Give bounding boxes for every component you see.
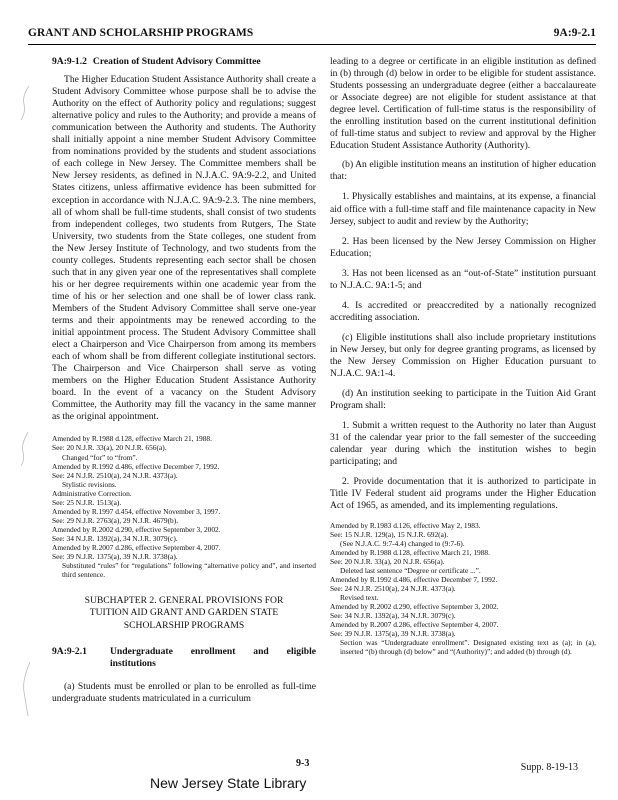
history-line: Amended by R.1992 d.486, effective December 7, 1992. xyxy=(330,574,498,584)
history-notes-right xyxy=(330,521,596,657)
page-number: 9-3 xyxy=(296,758,310,769)
history-line: (See N.J.A.C. 9:7-4.4) changed to (9:7-6). xyxy=(340,538,465,548)
section-title: Creation of Student Advisory Committee xyxy=(92,56,261,67)
history-line: See: 25 N.J.R. 1513(a). xyxy=(52,497,122,507)
list-item: 1. Physically establishes and maintains, at its expense, a financial aid office with a full-time staff and file maintenance capacity in New Jersey, subject to audit and review by the Authority; xyxy=(330,191,596,227)
section-title: Undergraduate enrollment and eligible institutions xyxy=(110,645,316,669)
paragraph-a: (a) Students must be enrolled or plan to be enrolled as full-time undergraduate students matriculated in a curriculum xyxy=(52,680,316,704)
subchapter-line: SCHOLARSHIP PROGRAMS xyxy=(123,619,245,631)
history-line: See: 24 N.J.R. 2510(a), 24 N.J.R. 4373(a). xyxy=(330,583,456,593)
paragraph-d: (d) An institution seeking to participate in the Tuition Aid Grant Program shall: xyxy=(330,388,596,412)
paragraph-a-continued: leading to a degree or certificate in an eligible institution as defined in (b) through (d) below in order to be eligible for student assistance. Students possessing an undergraduate degree (either a baccalaureate or Associate degree) are not eligible for student assistance at that degree level. Certification of full-time status is the responsibility of the enrolling institution based on the current institutional definition of full-time status and subject to review and approval by the Higher Education Student Assistance Authority (Authority). xyxy=(330,56,596,152)
history-line: See: 34 N.J.R. 1392(a), 34 N.J.R. 3079(c). xyxy=(330,610,456,620)
history-line: Amended by R.2002 d.290, effective September 3, 2002. xyxy=(52,524,221,534)
list-item: 2. Provide documentation that it is authorized to participate in Title IV Federal student aid programs under the Higher Education Act of 1965, as amended, and its implementing regulations. xyxy=(330,476,596,512)
history-line: Substituted “rules” for “regulations” following “alternative policy and”, and inserted third sentence. xyxy=(62,561,316,580)
list-item: 2. Has been licensed by the New Jersey Commission on Higher Education; xyxy=(330,235,596,259)
margin-mark xyxy=(18,84,32,124)
history-line: Amended by R.1983 d.126, effective May 2, 1983. xyxy=(330,520,481,530)
header-section-ref: 9A:9-2.1 xyxy=(553,27,596,39)
paragraph-c: (c) Eligible institutions shall also include proprietary institutions in New Jersey, but only for degree granting programs, as licensed by the New Jersey Commission on Higher Education pursuant to N.J.A.C. 9A:1-4. xyxy=(330,331,596,380)
section-heading-2-1 xyxy=(52,646,316,670)
history-line: See: 39 N.J.R. 1375(a), 39 N.J.R. 3738(a). xyxy=(330,629,456,639)
history-line: See: 34 N.J.R. 1392(a), 34 N.J.R. 3079(c). xyxy=(52,533,178,543)
history-line: See: 15 N.J.R. 129(a), 15 N.J.R. 692(a). xyxy=(330,529,449,539)
history-line: See: 39 N.J.R. 1375(a), 39 N.J.R. 3738(a). xyxy=(52,552,178,562)
left-column xyxy=(52,56,316,705)
section-body: The Higher Education Student Assistance Authority shall create a Student Advisory Committee whose purpose shall be to advise the Authority on the effect of Authority policy and regulations; suggest alternative policy and rules to the Authority; and provide a means of communication between the Authority and students. The Authority shall initially appoint a nine member Student Advisory Committee from nominations provided by the students and student associations of each college in New Jersey. The Committee members shall be New Jersey residents, as defined in N.J.A.C. 9A:9-2.2, and United States citizens, unless affirmative evidence has been submitted for exception in accordance with N.J.A.C. 9A:9-2.3. The nine members, all of whom shall be full-time students, shall consist of two students from independent colleges, two students from Rutgers, The State University, two students from the State colleges, one student from the New Jersey Institute of Technology, and two students from the county colleges. Students representing each sector shall be chosen such that in any given year one of the representatives shall complete his or her degree requirements within one academic year from the time of his or her selection and one shall be of lower class rank. Members of the Student Advisory Committee shall serve one-year terms and their appointments may be renewed according to the initial appointment process. The Student Advisory Committee shall elect a Chairperson and Vice Chairperson from among its members each of whom shall be from different collegiate institutional sectors. The Chairperson and Vice Chairperson shall serve as voting members on the Higher Education Student Assistance Authority board. In the event of a vacancy on the Student Advisory Committee, the Authority may fill the vacancy in the same manner as the original appointment. xyxy=(52,74,316,423)
history-line: Administrative Correction. xyxy=(52,488,132,498)
history-notes-left xyxy=(52,434,316,579)
running-header xyxy=(28,27,596,43)
history-line: Deleted last sentence “Degree or certificate ...”. xyxy=(340,565,481,575)
paragraph-b: (b) An eligible institution means an institution of higher education that: xyxy=(330,159,596,183)
history-line: Amended by R.1988 d.128, effective March 21, 1988. xyxy=(52,434,212,444)
history-line: Changed “for” to “from”. xyxy=(62,452,138,462)
history-line: Revised text. xyxy=(340,592,379,602)
section-number: 9A:9-2.1 xyxy=(52,645,87,657)
list-item: 3. Has not been licensed as an “out-of-State” institution pursuant to N.J.A.C. 9A:1-5; and xyxy=(330,267,596,291)
history-line: Amended by R.2007 d.286, effective September 4, 2007. xyxy=(330,620,499,630)
history-line: Amended by R.2002 d.290, effective September 3, 2002. xyxy=(330,601,499,611)
subchapter-line: TUITION AID GRANT AND GARDEN STATE xyxy=(89,607,279,619)
list-item: 4. Is accredited or preaccredited by a nationally recognized accrediting association. xyxy=(330,299,596,323)
header-title: GRANT AND SCHOLARSHIP PROGRAMS xyxy=(28,27,254,39)
history-line: Stylistic revisions. xyxy=(62,479,117,489)
history-line: Amended by R.1988 d.128, effective March 21, 1988. xyxy=(330,547,490,557)
history-line: See: 24 N.J.R. 2510(a), 24 N.J.R. 4373(a). xyxy=(52,470,178,480)
history-line: See: 29 N.J.R. 2763(a), 29 N.J.R. 4679(b). xyxy=(52,515,179,525)
right-column xyxy=(330,56,596,656)
section-heading-1-2 xyxy=(52,56,316,68)
subchapter-heading xyxy=(52,595,316,632)
header-rule xyxy=(28,44,596,45)
history-line: Amended by R.1997 d.454, effective November 3, 1997. xyxy=(52,506,221,516)
supplement-date: Supp. 8-19-13 xyxy=(520,762,578,773)
section-number: 9A:9-1.2 xyxy=(52,56,87,67)
history-line: Amended by R.2007 d.286, effective September 4, 2007. xyxy=(52,542,221,552)
history-line: See: 20 N.J.R. 33(a), 20 N.J.R. 656(a). xyxy=(330,556,445,566)
margin-mark xyxy=(18,430,32,470)
library-watermark: New Jersey State Library xyxy=(150,775,307,791)
list-item: 1. Submit a written request to the Authority no later than August 31 of the calendar year prior to the fall semester of the succeeding calendar year during which the institution wishes to begin participating; and xyxy=(330,420,596,468)
margin-mark xyxy=(18,660,34,720)
history-line: Amended by R.1992 d.486, effective December 7, 1992. xyxy=(52,461,220,471)
subchapter-line: SUBCHAPTER 2. GENERAL PROVISIONS FOR xyxy=(84,595,284,607)
history-line: See: 20 N.J.R. 33(a), 20 N.J.R. 656(a). xyxy=(52,443,167,453)
history-line: Section was “Undergraduate enrollment”. Designated existing text as (a); in (a), inserted “(b) through (d) below” and “(Authority)”; and added (b) through (d). xyxy=(340,638,596,657)
